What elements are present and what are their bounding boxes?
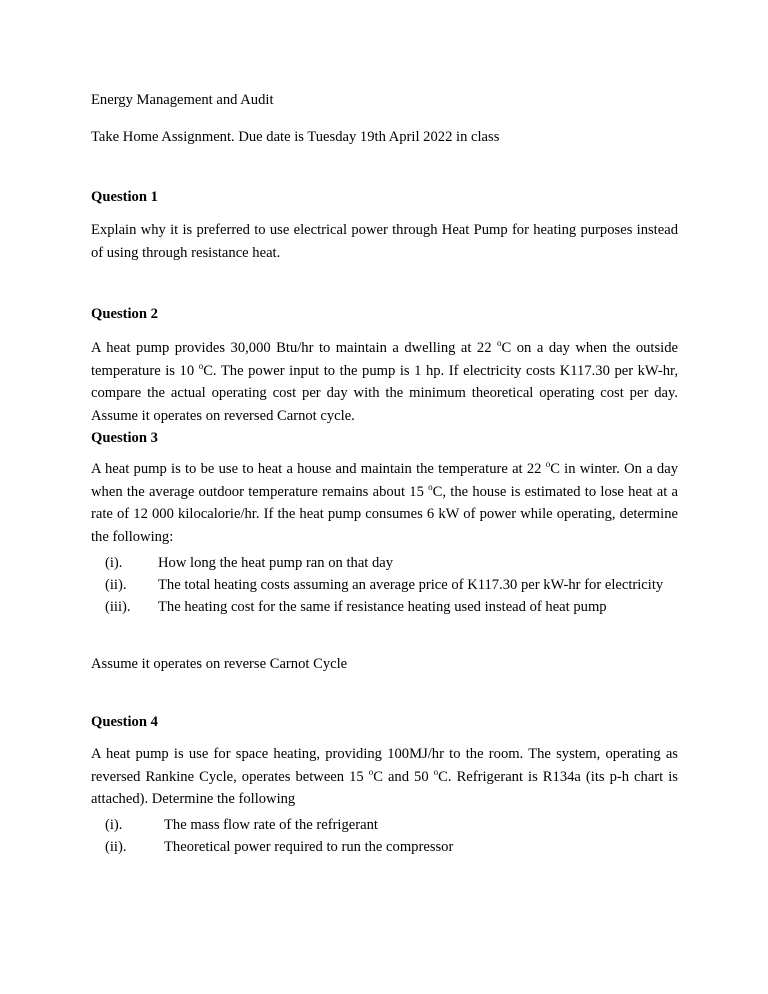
degree-sup: o [545, 459, 551, 469]
course-title: Energy Management and Audit [91, 92, 274, 108]
question-4-heading: Question 4 [91, 714, 158, 730]
question-3-footer: Assume it operates on reverse Carnot Cycle [91, 656, 348, 672]
degree-sup: o [368, 766, 374, 777]
question-3-list [91, 552, 678, 618]
question-4-list [91, 814, 678, 858]
question-2-body: A heat pump provides 30,000 Btu/hr to maintain a dwelling at 22 $^o$C on a day when the outside temperature is 10 $^o$C. The power input to the pump is 1 hp. If electricity costs K117.30 per kW-hr, compare the actual operating cost per day with the minimum theoretical operating cost per day. Assume it operates on reversed Carnot cycle. [91, 338, 678, 424]
list-item: (ii). The total heating costs assuming an average price of K117.30 per kW-hr for electricity [105, 577, 664, 593]
question-4-body: A heat pump is use for space heating, providing 100MJ/hr to the room. The system, operating as reversed Rankine Cycle, operates between 15 $^o$C and 50 $^o$C. Refrigerant is R134a (its p-h chart is attached). Determine the following [91, 746, 678, 807]
degree-sup: o [497, 338, 502, 348]
list-item: (iii). The heating cost for the same if resistance heating used instead of heat pump [105, 599, 607, 615]
question-3-body: A heat pump is to be use to heat a house and maintain the temperature at 22 $^o$C in winter. On a day when the average outdoor temperature remains about 15 $^o$C, the house is estimated to lose heat at a rate of 12 000 kilocalorie/hr. If the heat pump consumes 6 kW of power while operating, determine the following: [91, 459, 678, 545]
degree-sup: o [198, 360, 204, 371]
document-page [91, 0, 678, 994]
list-item: (i). How long the heat pump ran on that day [105, 555, 394, 571]
degree-sup: o [433, 766, 439, 777]
question-2-heading: Question 2 [91, 306, 158, 322]
list-item: (ii). Theoretical power required to run the compressor [105, 839, 454, 855]
question-1-heading: Question 1 [91, 189, 158, 205]
question-3-heading: Question 3 [91, 430, 158, 446]
list-item: (i). The mass flow rate of the refrigerant [105, 817, 378, 833]
question-1-body: Explain why it is preferred to use electrical power through Heat Pump for heating purposes instead of using through resistance heat. [91, 222, 678, 261]
degree-sup: o [428, 481, 433, 492]
assignment-due-line: Take Home Assignment. Due date is Tuesday 19th April 2022 in class [91, 129, 500, 145]
